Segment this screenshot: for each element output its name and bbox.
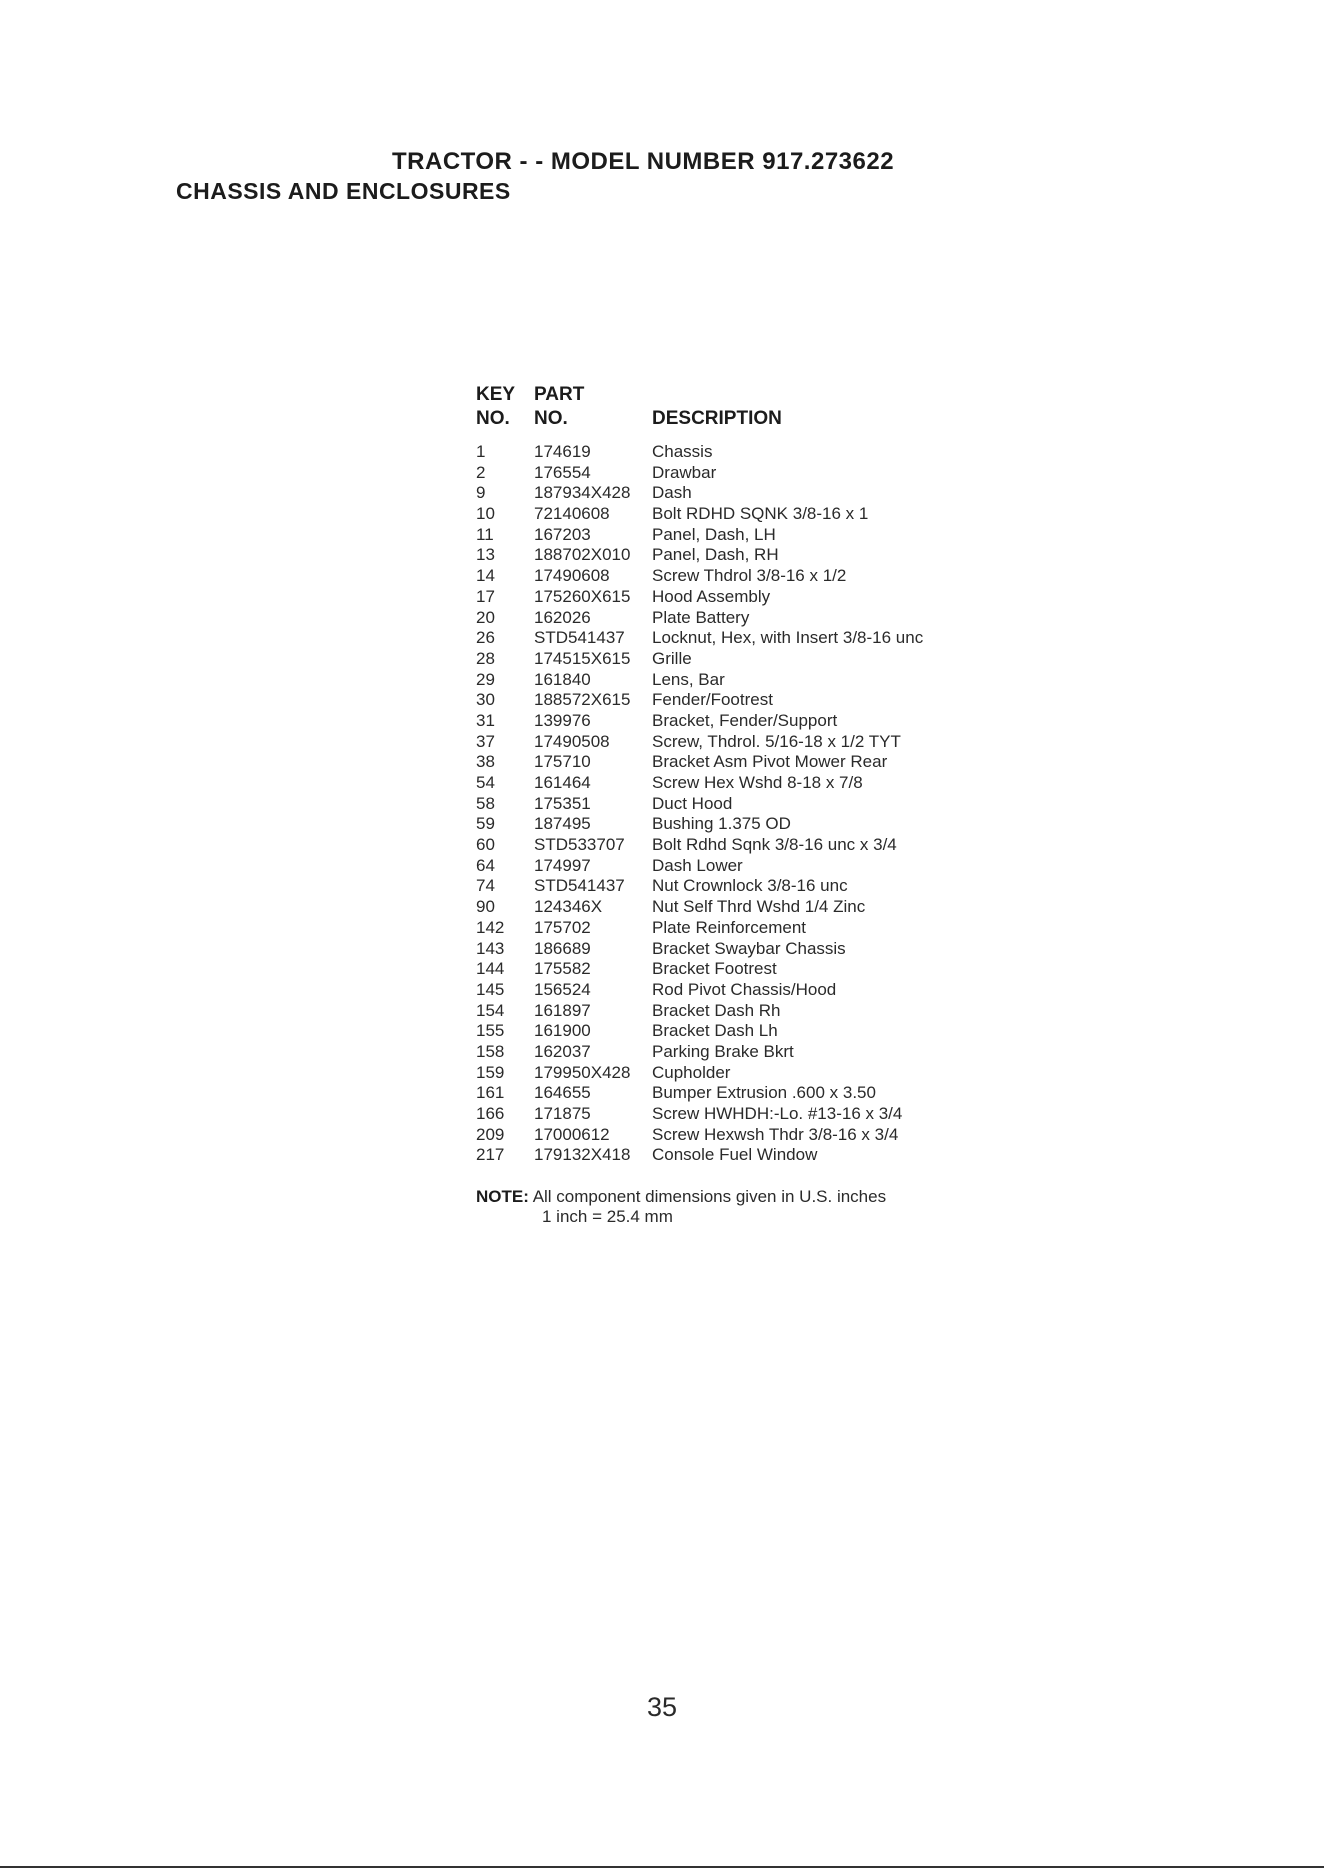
part-description: Rod Pivot Chassis/Hood — [652, 979, 837, 999]
part-description: Screw HWHDH:-Lo. #13-16 x 3/4 — [652, 1104, 903, 1123]
part-description: Bracket, Fender/Support — [652, 710, 838, 730]
key-number: 30 — [476, 690, 495, 710]
key-number: 38 — [476, 752, 495, 772]
key-number: 29 — [476, 669, 495, 689]
part-number: 17490508 — [534, 731, 610, 751]
key-number: 28 — [476, 648, 495, 668]
part-number: 187495 — [534, 814, 591, 834]
part-description: Dash — [652, 483, 692, 503]
key-number: 217 — [476, 1145, 505, 1165]
key-number: 9 — [476, 483, 486, 503]
part-description: Screw, Thdrol. 5/16-18 x 1/2 TYT — [652, 731, 901, 751]
key-number: 159 — [476, 1062, 505, 1082]
part-number: 124346X — [534, 897, 603, 917]
part-number: 175260X615 — [534, 586, 631, 606]
part-description: Bracket Asm Pivot Mower Rear — [652, 752, 888, 772]
note-text: All component dimensions given in U.S. inches — [532, 1187, 887, 1206]
key-number: 17 — [476, 586, 495, 606]
part-description: Screw Thdrol 3/8-16 x 1/2 — [652, 566, 847, 586]
key-number: 142 — [476, 917, 505, 937]
part-description: Chassis — [652, 442, 713, 461]
part-number: 161897 — [534, 1000, 591, 1020]
key-number: 10 — [476, 504, 495, 524]
part-description: Nut Self Thrd Wshd 1/4 Zinc — [652, 897, 866, 917]
key-number: 11 — [476, 524, 494, 544]
key-number: 26 — [476, 628, 495, 648]
part-number: 164655 — [534, 1083, 591, 1103]
part-number: 162037 — [534, 1041, 591, 1061]
part-description: Panel, Dash, RH — [652, 545, 779, 565]
part-description: Lens, Bar — [652, 669, 725, 689]
part-description: Grille — [652, 648, 692, 668]
part-description: Bolt Rdhd Sqnk 3/8-16 unc x 3/4 — [652, 835, 897, 855]
key-number: 145 — [476, 979, 505, 999]
part-description: Bracket Dash Lh — [652, 1021, 778, 1041]
key-number: 13 — [476, 545, 495, 565]
part-number: 174619 — [534, 442, 591, 461]
part-number: STD541437 — [534, 628, 625, 648]
key-number: 161 — [476, 1083, 505, 1103]
key-number: 143 — [476, 938, 505, 958]
note-block — [476, 1187, 886, 1227]
part-number: 17000612 — [534, 1124, 610, 1144]
part-number: STD541437 — [534, 876, 625, 896]
part-description: Bracket Dash Rh — [652, 1000, 781, 1020]
key-number: 31 — [476, 710, 495, 730]
part-description: Nut Crownlock 3/8-16 unc — [652, 876, 848, 896]
part-description: Panel, Dash, LH — [652, 524, 776, 544]
part-number: 176554 — [534, 462, 591, 482]
part-description: Plate Reinforcement — [652, 917, 807, 937]
part-number: 175710 — [534, 752, 591, 772]
part-number: 171875 — [534, 1104, 591, 1123]
part-number: 167203 — [534, 524, 591, 544]
part-description: Dash Lower — [652, 855, 743, 875]
part-number: 174515X615 — [534, 648, 631, 668]
part-number: 179132X418 — [534, 1145, 631, 1165]
part-description: Hood Assembly — [652, 586, 771, 606]
part-description: Screw Hexwsh Thdr 3/8-16 x 3/4 — [652, 1124, 899, 1144]
part-number: 72140608 — [534, 504, 610, 524]
part-number: 186689 — [534, 938, 591, 958]
key-number: 2 — [476, 462, 486, 482]
page-number: 35 — [646, 1692, 678, 1722]
bottom-rule — [0, 1866, 1324, 1868]
section-title: CHASSIS AND ENCLOSURES — [176, 178, 511, 204]
part-number: STD533707 — [534, 835, 625, 855]
header-key-label: KEY — [476, 384, 516, 405]
key-number: 37 — [476, 731, 495, 751]
header-key-no-label: NO. — [476, 408, 510, 429]
key-number: 154 — [476, 1000, 505, 1020]
part-description: Bracket Footrest — [652, 959, 777, 979]
key-number: 90 — [476, 897, 495, 917]
part-number: 161464 — [534, 773, 591, 792]
part-number: 175351 — [534, 793, 591, 813]
key-number: 166 — [476, 1104, 505, 1123]
header-description-label: DESCRIPTION — [652, 408, 782, 429]
part-description: Screw Hex Wshd 8-18 x 7/8 — [652, 773, 863, 792]
part-number: 139976 — [534, 710, 591, 730]
header-part-no-label: NO. — [534, 408, 568, 429]
part-description: Locknut, Hex, with Insert 3/8-16 unc — [652, 628, 924, 648]
part-description: Bracket Swaybar Chassis — [652, 938, 846, 958]
part-description: Bumper Extrusion .600 x 3.50 — [652, 1083, 876, 1103]
part-number: 175582 — [534, 959, 591, 979]
part-number: 179950X428 — [534, 1062, 631, 1082]
part-number: 188702X010 — [534, 545, 631, 565]
key-number: 144 — [476, 959, 505, 979]
part-description: Bolt RDHD SQNK 3/8-16 x 1 — [652, 504, 869, 524]
key-number: 14 — [476, 566, 495, 586]
part-description: Fender/Footrest — [652, 690, 773, 710]
key-number: 58 — [476, 793, 495, 813]
key-number: 64 — [476, 855, 495, 875]
key-number: 74 — [476, 876, 495, 896]
part-number: 175702 — [534, 917, 591, 937]
part-number: 17490608 — [534, 566, 610, 586]
key-number: 155 — [476, 1021, 505, 1041]
key-number: 20 — [476, 607, 495, 627]
header-part-label: PART — [534, 384, 585, 405]
part-description: Plate Battery — [652, 607, 750, 627]
key-number: 1 — [476, 442, 486, 461]
key-number: 60 — [476, 835, 495, 855]
key-number: 209 — [476, 1124, 505, 1144]
part-number: 188572X615 — [534, 690, 631, 710]
key-number: 59 — [476, 814, 495, 834]
part-description: Bushing 1.375 OD — [652, 814, 791, 834]
part-number: 161840 — [534, 669, 591, 689]
part-description: Cupholder — [652, 1062, 731, 1082]
part-number: 162026 — [534, 607, 591, 627]
part-description: Drawbar — [652, 462, 717, 482]
page-title: TRACTOR - - MODEL NUMBER 917.273622 — [392, 148, 895, 175]
key-number: 158 — [476, 1041, 505, 1061]
key-number: 54 — [476, 773, 495, 792]
part-number: 187934X428 — [534, 483, 631, 503]
part-number: 161900 — [534, 1021, 591, 1041]
part-description: Console Fuel Window — [652, 1145, 818, 1165]
part-description: Parking Brake Bkrt — [652, 1041, 794, 1061]
part-description: Duct Hood — [652, 793, 733, 813]
note-label: NOTE: — [476, 1187, 529, 1206]
part-number: 156524 — [534, 979, 591, 999]
part-number: 174997 — [534, 855, 591, 875]
note-conversion: 1 inch = 25.4 mm — [542, 1207, 673, 1226]
